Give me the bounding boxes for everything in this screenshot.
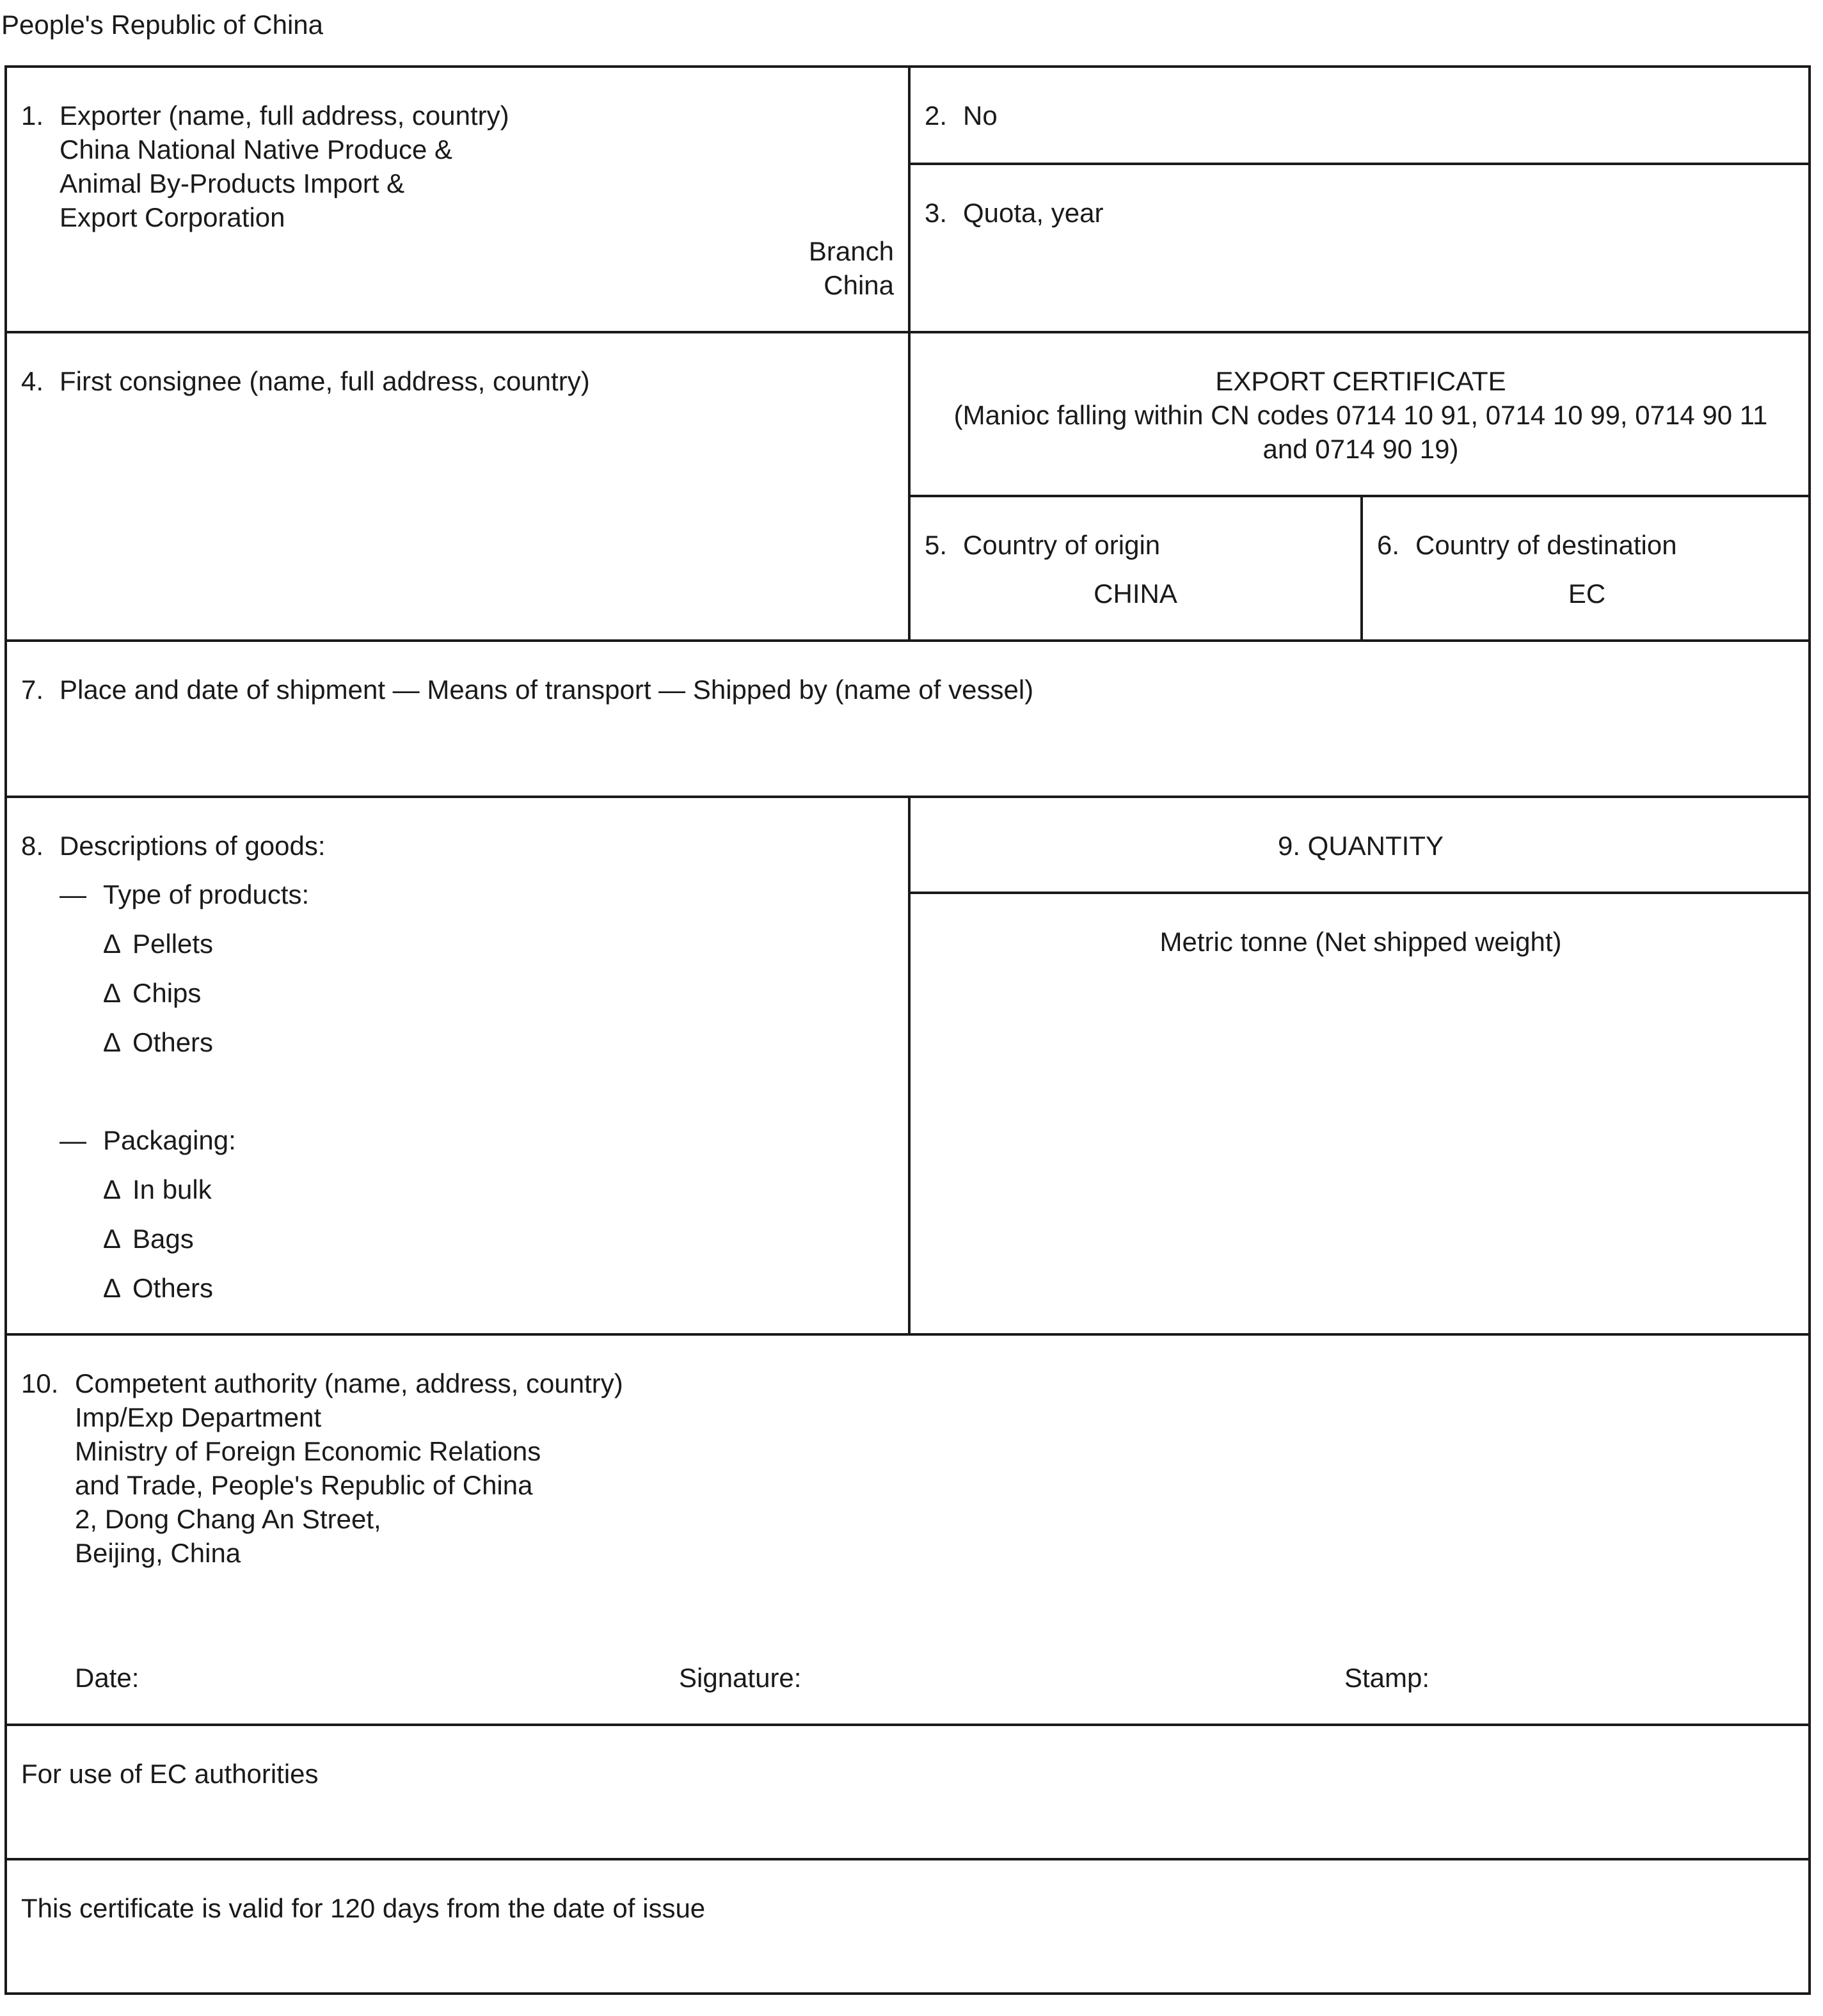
box-country-of-destination <box>1360 495 1811 642</box>
exporter-country: China <box>824 270 894 300</box>
triangle-icon: Δ <box>103 1224 122 1254</box>
box1-number: 1. <box>21 100 44 131</box>
box3-number: 3. <box>925 198 948 228</box>
packaging-in-bulk: In bulk <box>132 1174 212 1204</box>
box4-label: First consignee (name, full address, country) <box>60 366 590 396</box>
document-header: People's Republic of China <box>1 10 323 40</box>
box7-label: Place and date of shipment — Means of transport — Shipped by (name of vessel) <box>60 675 1034 705</box>
packaging-others: Others <box>132 1273 214 1303</box>
triangle-icon: Δ <box>103 1273 122 1303</box>
signature-label: Signature: <box>679 1663 802 1693</box>
triangle-icon: Δ <box>103 978 122 1008</box>
packaging-label: Packaging: <box>103 1125 236 1155</box>
quantity-title: 9. QUANTITY <box>1277 831 1444 861</box>
triangle-icon: Δ <box>103 1027 122 1057</box>
authority-line4: 2, Dong Chang An Street, <box>75 1504 381 1534</box>
box-quantity-body <box>908 892 1811 1336</box>
exporter-name-line1: China National Native Produce & <box>60 134 453 164</box>
quantity-unit: Metric tonne (Net shipped weight) <box>1159 927 1562 957</box>
box1-label: Exporter (name, full address, country) <box>60 100 509 131</box>
exporter-name-line3: Export Corporation <box>60 202 285 232</box>
list-item <box>21 927 894 961</box>
box-quota-year <box>908 163 1811 333</box>
list-item <box>21 1222 894 1256</box>
product-chips: Chips <box>132 978 202 1008</box>
dash-mark: — <box>60 879 86 909</box>
authority-line1: Imp/Exp Department <box>75 1402 322 1432</box>
list-item <box>21 976 894 1010</box>
box6-number: 6. <box>1377 530 1400 560</box>
packaging-bags: Bags <box>132 1224 194 1254</box>
box-description-of-goods <box>7 796 908 1336</box>
box7-number: 7. <box>21 675 44 705</box>
ec-authorities-label: For use of EC authorities <box>21 1759 319 1789</box>
date-label: Date: <box>75 1663 139 1693</box>
box-number <box>908 68 1811 165</box>
box2-label: No <box>963 100 998 131</box>
country-of-origin-value: CHINA <box>1094 579 1177 609</box>
validity-text: This certificate is valid for 120 days from the date of issue <box>21 1893 706 1923</box>
box-quantity-header <box>908 796 1811 894</box>
box-exporter <box>7 68 908 333</box>
box-shipment <box>7 639 1811 798</box>
exporter-name-line2: Animal By-Products Import & <box>60 168 405 198</box>
country-of-destination-value: EC <box>1568 579 1606 609</box>
box-first-consignee <box>7 331 908 642</box>
product-others: Others <box>132 1027 214 1057</box>
box4-number: 4. <box>21 366 44 396</box>
list-item <box>21 1271 894 1305</box>
export-certificate-form <box>4 65 1811 1995</box>
products-label: Type of products: <box>103 879 310 909</box>
certificate-subtitle-line1: (Manioc falling within CN codes 0714 10 91, 0714 10 99, 0714 90 11 <box>953 400 1768 430</box>
box10-number: 10. <box>21 1368 59 1398</box>
authority-line3: and Trade, People's Republic of China <box>75 1470 533 1500</box>
triangle-icon: Δ <box>103 1174 122 1204</box>
box-ec-authorities <box>7 1724 1811 1860</box>
authority-line5: Beijing, China <box>75 1538 241 1568</box>
box5-number: 5. <box>925 530 948 560</box>
box3-label: Quota, year <box>963 198 1104 228</box>
box-validity <box>7 1858 1811 1995</box>
box8-label: Descriptions of goods: <box>60 831 326 861</box>
box-competent-authority <box>7 1333 1811 1726</box>
certificate-title: EXPORT CERTIFICATE <box>1215 366 1506 396</box>
box2-number: 2. <box>925 100 948 131</box>
box5-label: Country of origin <box>963 530 1161 560</box>
certificate-subtitle-line2: and 0714 90 19) <box>1262 434 1459 464</box>
exporter-branch: Branch <box>808 236 894 266</box>
list-item <box>21 1025 894 1059</box>
triangle-icon: Δ <box>103 929 122 959</box>
dash-mark: — <box>60 1125 86 1155</box>
list-item <box>21 1172 894 1206</box>
box10-label: Competent authority (name, address, country) <box>75 1368 623 1398</box>
product-pellets: Pellets <box>132 929 214 959</box>
stamp-label: Stamp: <box>1344 1663 1430 1693</box>
box-country-of-origin <box>908 495 1360 642</box>
authority-line2: Ministry of Foreign Economic Relations <box>75 1436 541 1466</box>
box6-label: Country of destination <box>1415 530 1677 560</box>
certificate-title-box <box>908 331 1811 497</box>
box8-number: 8. <box>21 831 44 861</box>
